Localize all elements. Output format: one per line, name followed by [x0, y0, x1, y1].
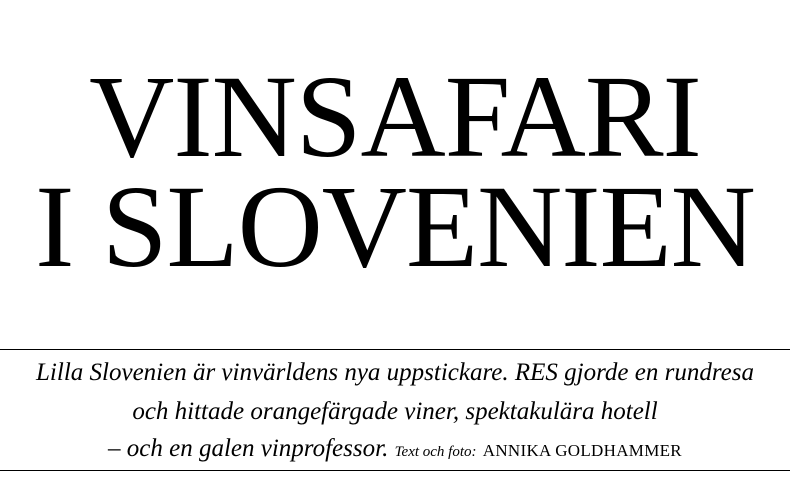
deck-line-1: Lilla Slovenien är vinvärldens nya uppstickare. RES gjorde en rundresa [36, 359, 754, 386]
bottom-divider-rule [0, 470, 790, 471]
top-divider-rule [0, 349, 790, 350]
deck-line-2: och hittade orangefärgade viner, spektakulära hotell [132, 398, 658, 425]
byline-label: Text och foto: [394, 444, 477, 460]
byline-author: ANNIKA GOLDHAMMER [482, 441, 682, 460]
headline-line-2: I SLOVENIEN [35, 161, 755, 292]
deck-line-3-text: – och en galen vinprofessor. [108, 435, 389, 462]
deck-line-3-with-byline [0, 436, 790, 461]
headline-line-1: VINSAFARI [89, 51, 701, 182]
